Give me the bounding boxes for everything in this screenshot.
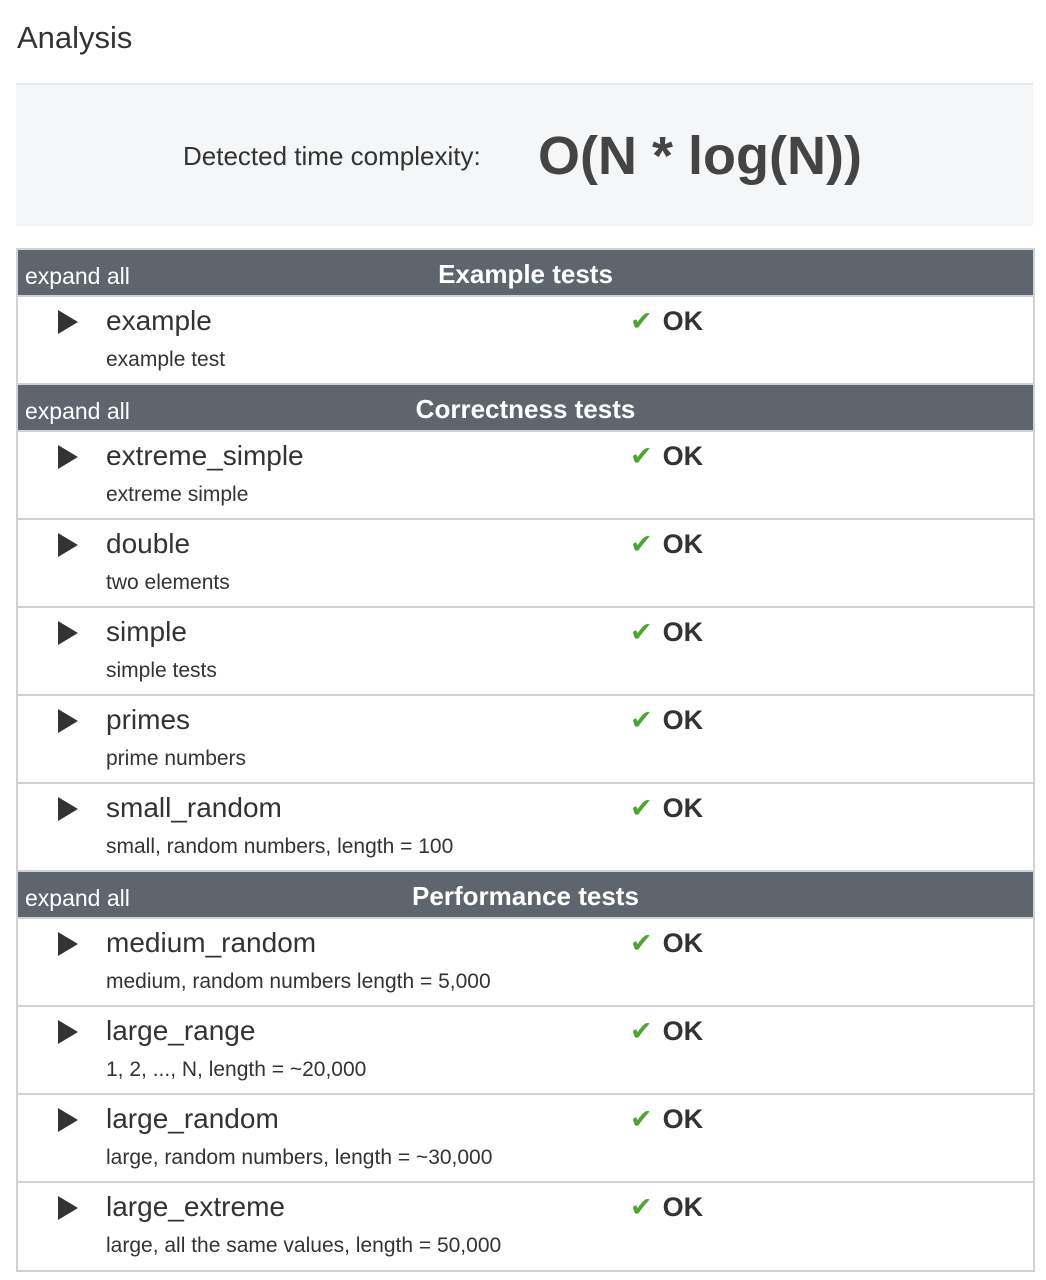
status-text: OK — [662, 441, 704, 471]
test-row — [18, 1095, 1033, 1183]
triangle-right-icon[interactable] — [56, 309, 80, 335]
test-row — [18, 696, 1033, 784]
test-name: large_random — [106, 1103, 279, 1134]
test-status — [630, 1015, 703, 1049]
test-name: medium_random — [106, 927, 317, 958]
status-text: OK — [662, 1016, 704, 1046]
test-description: example test — [106, 348, 226, 371]
test-status — [630, 1103, 703, 1137]
test-status — [630, 704, 703, 738]
test-name: primes — [106, 704, 191, 735]
status-text: OK — [662, 705, 704, 735]
triangle-right-icon[interactable] — [56, 931, 80, 957]
tests-table — [16, 248, 1035, 1272]
group-header-correctness-tests — [18, 385, 1033, 432]
test-row — [18, 1007, 1033, 1095]
test-name: example — [106, 305, 212, 336]
test-status — [630, 305, 703, 339]
test-description: two elements — [106, 571, 230, 594]
status-text: OK — [662, 306, 704, 336]
complexity-value: O(N * log(N)) — [538, 126, 862, 186]
triangle-right-icon[interactable] — [56, 620, 80, 646]
status-text: OK — [662, 928, 704, 958]
test-name: small_random — [106, 792, 282, 823]
test-row — [18, 1183, 1033, 1270]
check-mark-icon: ✔ — [630, 306, 653, 337]
group-title: Example tests — [438, 259, 613, 289]
test-description: prime numbers — [106, 747, 247, 770]
test-name: large_range — [106, 1015, 256, 1046]
test-status — [630, 616, 703, 650]
test-row — [18, 784, 1033, 872]
triangle-right-icon[interactable] — [56, 1107, 80, 1133]
test-name: large_extreme — [106, 1191, 285, 1222]
check-mark-icon: ✔ — [630, 793, 653, 824]
group-title: Performance tests — [412, 881, 639, 911]
test-description: medium, random numbers length = 5,000 — [106, 970, 491, 993]
group-header-performance-tests — [18, 872, 1033, 919]
check-mark-icon: ✔ — [630, 441, 653, 472]
status-text: OK — [662, 617, 704, 647]
status-text: OK — [662, 1192, 704, 1222]
test-description: 1, 2, ..., N, length = ~20,000 — [106, 1058, 367, 1081]
test-description: small, random numbers, length = 100 — [106, 835, 454, 858]
check-mark-icon: ✔ — [630, 705, 653, 736]
test-name: double — [106, 528, 191, 559]
test-name: simple — [106, 616, 187, 647]
test-row — [18, 297, 1033, 385]
status-text: OK — [662, 793, 704, 823]
check-mark-icon: ✔ — [630, 928, 653, 959]
group-header-example-tests — [18, 250, 1033, 297]
triangle-right-icon[interactable] — [56, 796, 80, 822]
page-title: Analysis — [17, 20, 133, 55]
test-description: extreme simple — [106, 483, 249, 506]
complexity-label: Detected time complexity: — [183, 141, 481, 171]
check-mark-icon: ✔ — [630, 1016, 653, 1047]
test-row — [18, 608, 1033, 696]
test-row — [18, 432, 1033, 520]
status-text: OK — [662, 529, 704, 559]
triangle-right-icon[interactable] — [56, 532, 80, 558]
test-row — [18, 919, 1033, 1007]
check-mark-icon: ✔ — [630, 1192, 653, 1223]
expand-all-link[interactable]: expand all — [25, 398, 130, 424]
test-description: large, all the same values, length = 50,000 — [106, 1234, 502, 1257]
triangle-right-icon[interactable] — [56, 1019, 80, 1045]
test-description: large, random numbers, length = ~30,000 — [106, 1146, 493, 1169]
triangle-right-icon[interactable] — [56, 444, 80, 470]
expand-all-link[interactable]: expand all — [25, 263, 130, 289]
triangle-right-icon[interactable] — [56, 708, 80, 734]
test-name: extreme_simple — [106, 440, 304, 471]
test-status — [630, 792, 703, 826]
test-description: simple tests — [106, 659, 217, 682]
group-title: Correctness tests — [415, 394, 636, 424]
test-status — [630, 927, 703, 961]
test-status — [630, 528, 703, 562]
test-row — [18, 520, 1033, 608]
triangle-right-icon[interactable] — [56, 1195, 80, 1221]
check-mark-icon: ✔ — [630, 617, 653, 648]
test-status — [630, 1191, 703, 1225]
test-status — [630, 440, 703, 474]
complexity-panel — [16, 85, 1033, 226]
expand-all-link[interactable]: expand all — [25, 885, 130, 911]
check-mark-icon: ✔ — [630, 1104, 653, 1135]
status-text: OK — [662, 1104, 704, 1134]
check-mark-icon: ✔ — [630, 529, 653, 560]
